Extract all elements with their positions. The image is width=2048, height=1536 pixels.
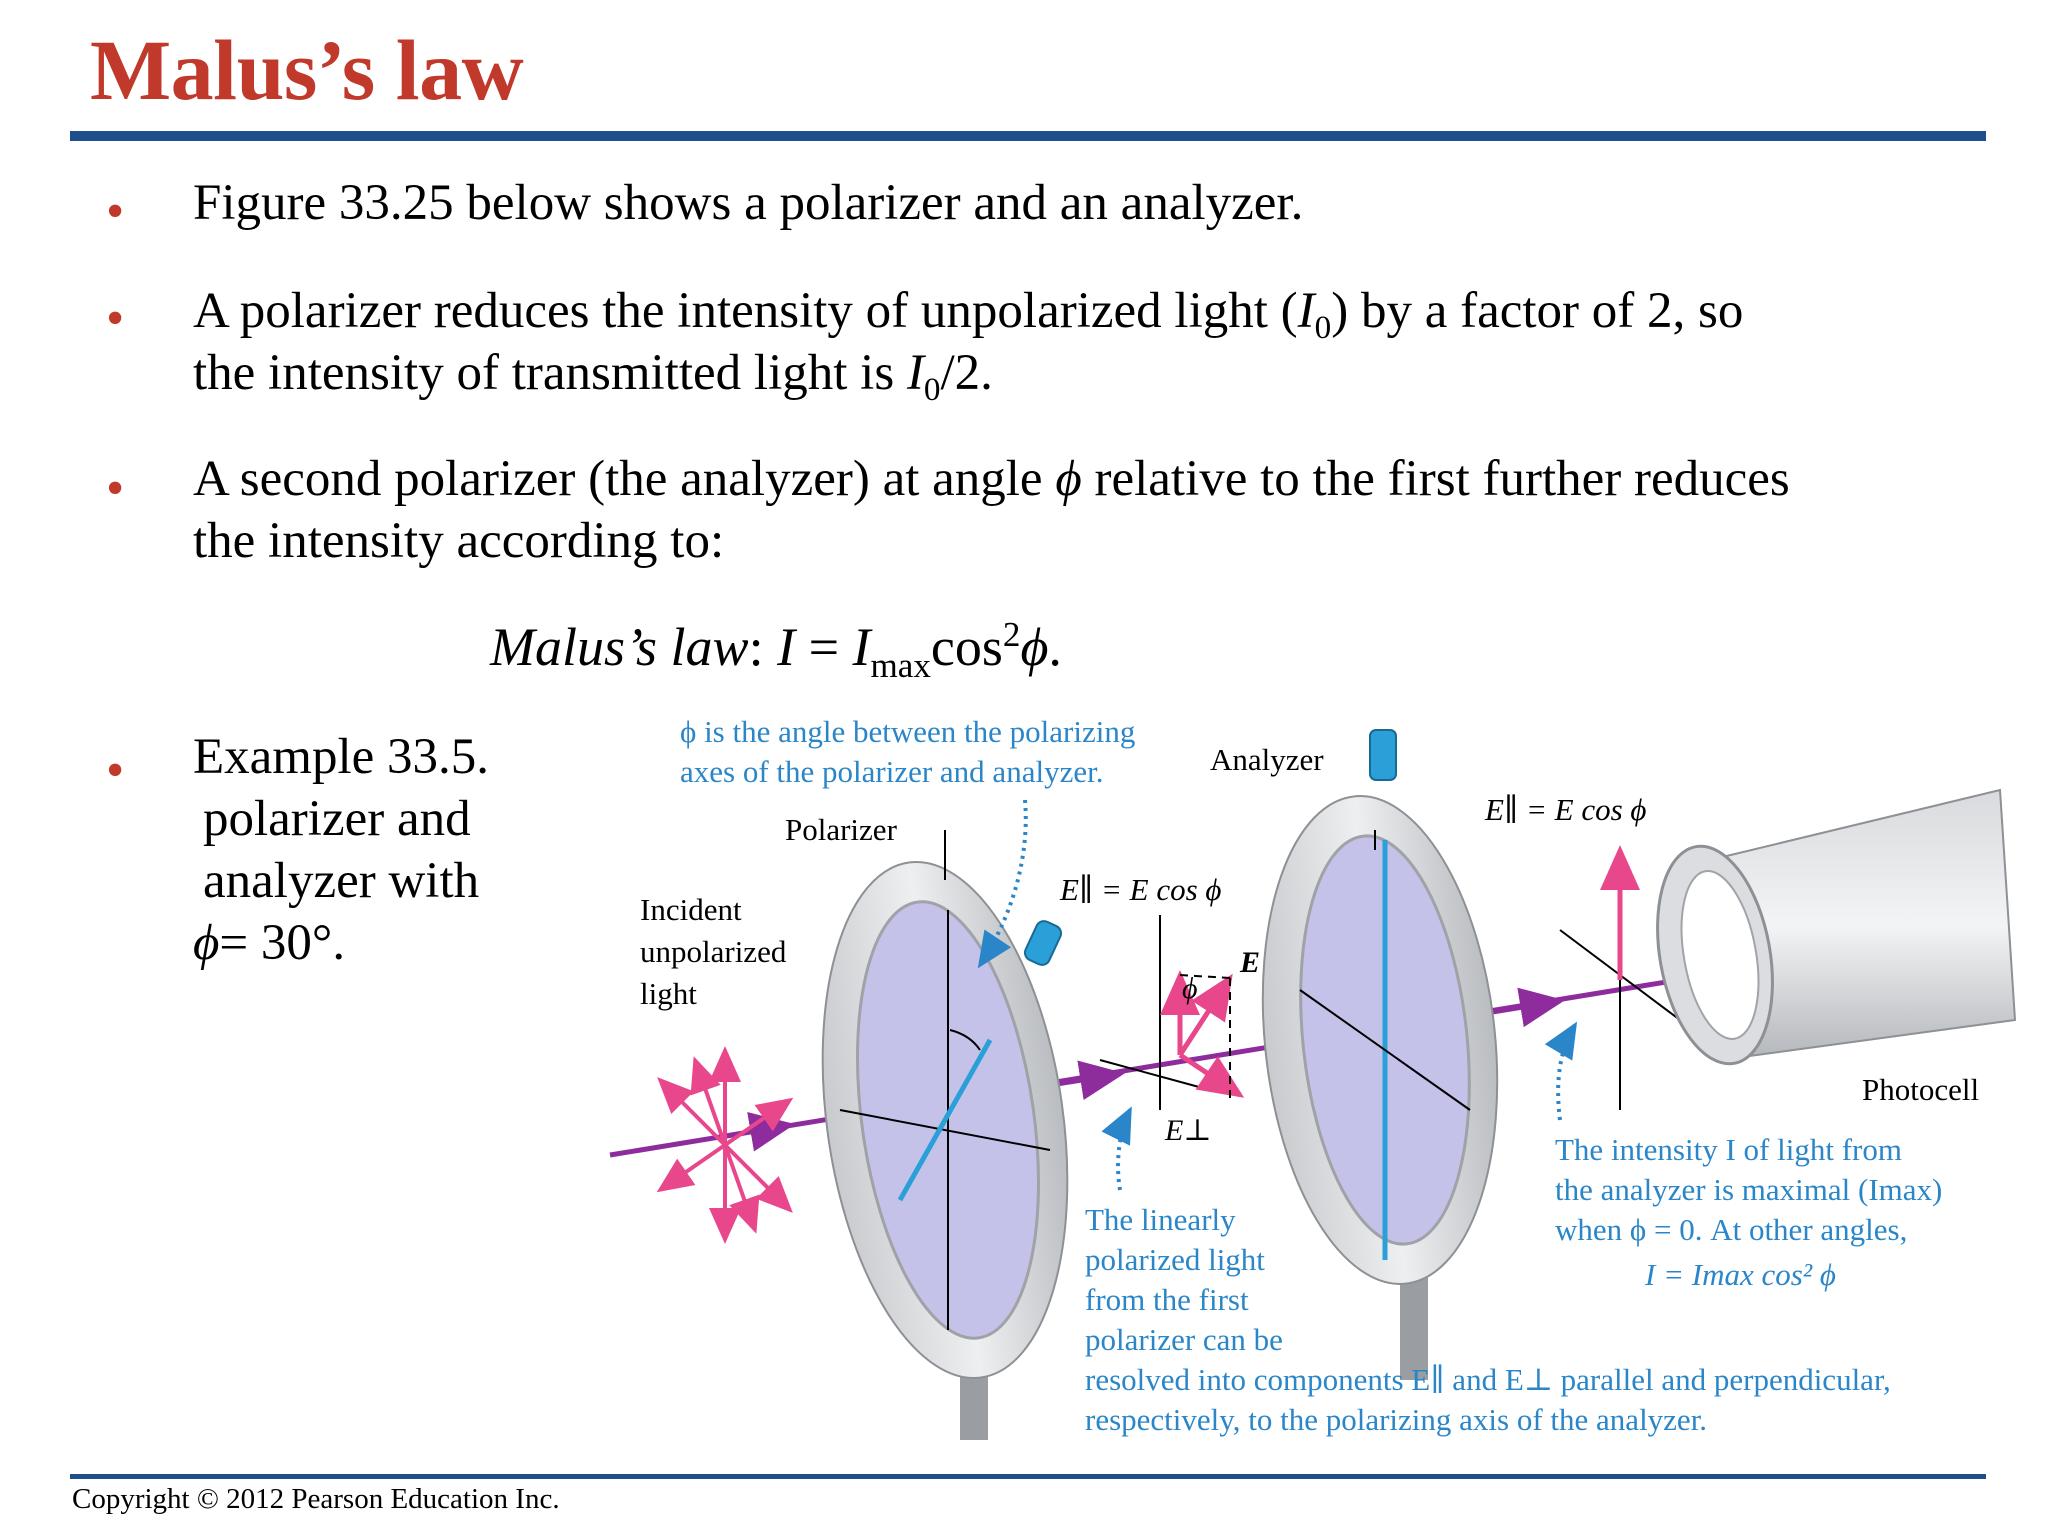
analyzer-label: Analyzer <box>1210 742 1324 777</box>
photocell <box>1642 790 2015 1073</box>
analyzer <box>1240 784 1520 1380</box>
e-vector-label: E <box>1240 946 1261 979</box>
angle-caption-line-1: ϕ is the angle between the polarizing <box>680 714 1136 749</box>
linear-caption-line-1: The linearly <box>1085 1202 1236 1237</box>
copyright-notice: Copyright © 2012 Pearson Education Inc. <box>72 1483 560 1515</box>
polarizer-knob <box>1022 918 1063 967</box>
bullet-2-text <box>193 280 1744 409</box>
analyzer-knob <box>1370 730 1396 780</box>
components-caption-line-2: respectively, to the polarizing axis of the analyzer. <box>1085 1402 1708 1437</box>
bullet-4-line-3: analyzer with <box>203 853 480 909</box>
bullet-marker-3: • <box>106 460 125 517</box>
linear-caption-line-3: from the first <box>1085 1282 1249 1317</box>
bullet-4-line-4: ϕ= 30°. <box>193 915 346 971</box>
incident-label-line-3: light <box>640 976 697 1011</box>
bullet-marker-4: • <box>106 742 125 799</box>
incident-label-line-2: unpolarized <box>640 934 787 969</box>
bullet-3-line-1: A second polarizer (the analyzer) at angle ϕ relative to the first further reduces <box>193 451 1790 507</box>
polarizer-label: Polarizer <box>785 812 897 847</box>
photocell-label: Photocell <box>1862 1072 1980 1107</box>
bullet-4-line-1: Example 33.5. <box>193 729 490 785</box>
bullet-marker-2: • <box>106 290 125 347</box>
phi-label: ϕ <box>1182 972 1198 1005</box>
title-rule <box>70 131 1986 141</box>
intensity-callout-arrow <box>1558 1025 1575 1120</box>
e-perp-label: E⊥ <box>1165 1114 1212 1147</box>
beam-arrow-1 <box>720 1125 790 1137</box>
bullet-4-text <box>193 726 489 974</box>
bullet-3-text <box>193 448 1790 572</box>
intensity-caption-line-2: the analyzer is maximal (Imax) <box>1555 1172 1943 1207</box>
bullet-1-text: Figure 33.25 below shows a polarizer and an analyzer. <box>193 175 1304 231</box>
linear-callout-arrow <box>1118 1110 1130 1190</box>
field-components <box>1100 915 1240 1110</box>
linear-caption-line-2: polarized light <box>1085 1242 1265 1277</box>
incident-label-line-1: Incident <box>640 892 742 927</box>
components-caption-line-1: resolved into components E∥ and E⊥ parallel and perpendicular, <box>1085 1362 1891 1397</box>
angle-caption-line-2: axes of the polarizer and analyzer. <box>680 754 1104 789</box>
bullet-marker-1: • <box>106 183 125 240</box>
e-parallel-label-2: E∥ = E cos ϕ <box>1485 792 1647 827</box>
bullet-3-line-2: the intensity according to: <box>193 513 725 569</box>
e-parallel-label-1: E∥ = E cos ϕ <box>1060 872 1222 907</box>
intensity-caption-line-3: when ϕ = 0. At other angles, <box>1555 1212 1908 1247</box>
malus-law-equation: Malus’s law: $I = I_{max}\cos^2\phi$. <box>490 615 1062 685</box>
linear-caption-line-4: polarizer can be <box>1085 1322 1283 1357</box>
slide-title: Malus’s law <box>90 22 524 118</box>
intensity-caption-line-4: I = Imax cos² ϕ <box>1645 1257 1836 1292</box>
footer-rule <box>70 1474 1986 1479</box>
bullet-2-line-1: A polarizer reduces the intensity of unpolarized light $(I_0)$ by a factor of 2, so <box>193 283 1744 347</box>
polarizer <box>792 830 1098 1440</box>
intensity-caption-line-1: The intensity I of light from <box>1555 1132 1902 1167</box>
bullet-2-line-2: the intensity of transmitted light is $I_0/2$. <box>193 345 993 409</box>
bullet-4-line-2: polarizer and <box>203 791 471 847</box>
polarizer-analyzer-diagram <box>600 700 2020 1450</box>
